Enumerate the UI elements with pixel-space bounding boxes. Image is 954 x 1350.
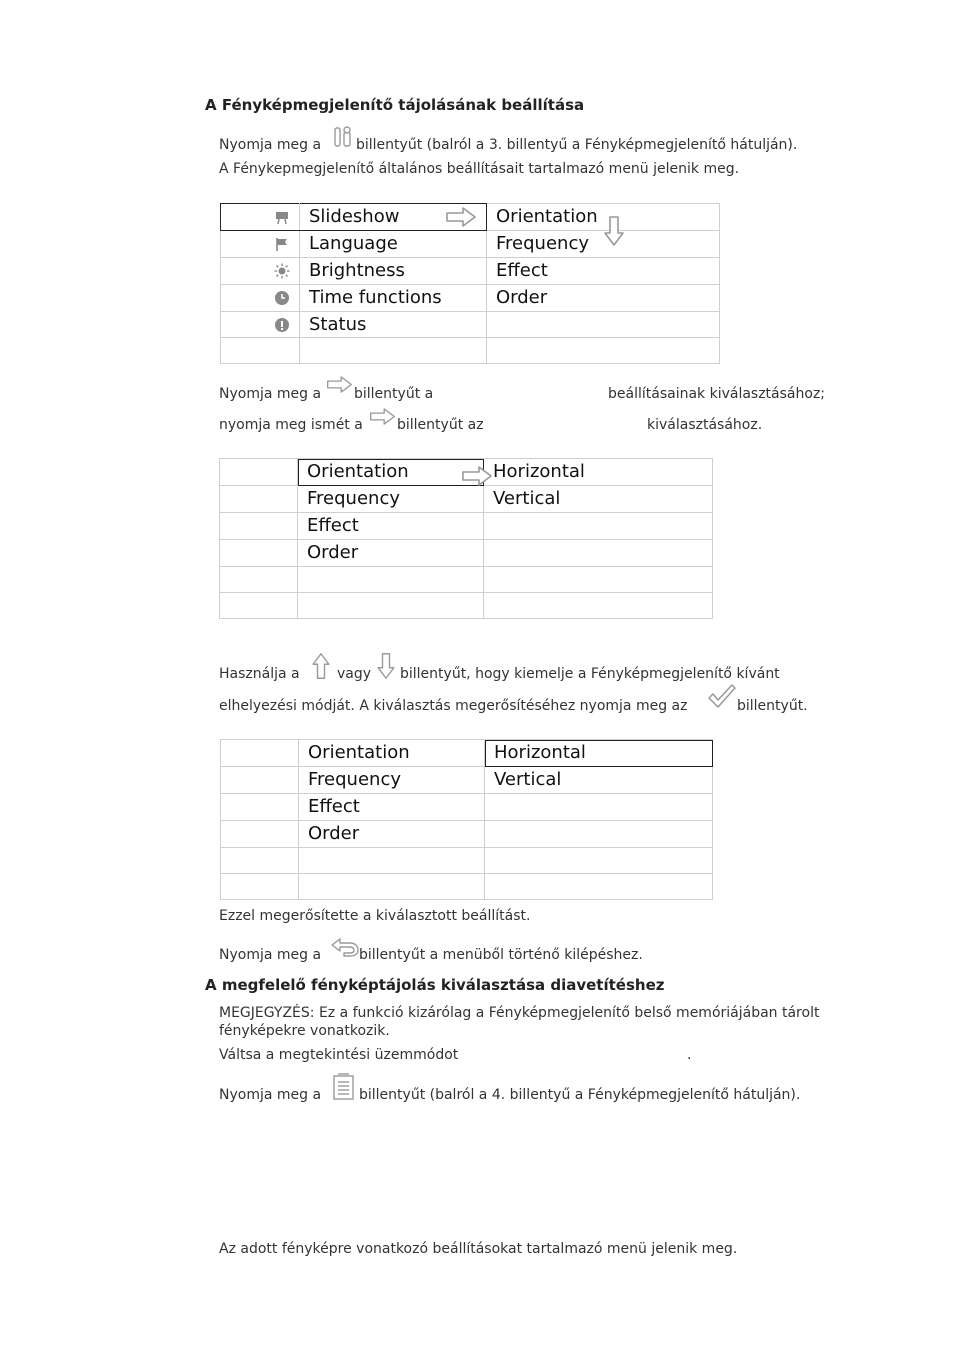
menu-item-label[interactable] <box>300 338 487 364</box>
orientation-confirm-menu <box>220 739 713 900</box>
instruction-line-3: Nyomja meg a <box>219 386 322 402</box>
arrow-down-icon <box>603 215 625 247</box>
info-icon <box>274 314 290 335</box>
menu-item-label[interactable]: Frequency <box>298 486 484 513</box>
checkmark-icon <box>707 683 737 711</box>
menu-item-label[interactable]: Brightness <box>300 258 487 285</box>
menu-icon-cell <box>221 231 300 258</box>
settings-tools-icon <box>332 126 354 150</box>
menu-icon-cell <box>221 874 299 900</box>
slideshow-icon <box>274 206 290 227</box>
menu-icon-cell <box>220 540 298 567</box>
menu-item-label[interactable]: Frequency <box>299 767 485 794</box>
instruction-line-5: Használja a <box>219 666 300 682</box>
arrow-right-icon <box>369 407 396 426</box>
menu-icon-cell <box>220 593 298 619</box>
sun-icon <box>274 260 290 281</box>
instruction-line-6-after: billentyűt. <box>737 698 808 714</box>
menu-row[interactable] <box>221 794 713 821</box>
instruction-line-7: Ezzel megerősítette a kiválasztott beállítást. <box>219 908 531 924</box>
menu-item-label[interactable]: Status <box>300 312 487 338</box>
menu-icon-cell <box>220 459 298 486</box>
menu-icon-cell <box>221 794 299 821</box>
menu-item-label[interactable]: Order <box>298 540 484 567</box>
menu-item-label[interactable]: Time functions <box>300 285 487 312</box>
instruction-line-3-end: beállításainak kiválasztásához; <box>608 386 826 402</box>
submenu-item-label[interactable] <box>484 567 713 593</box>
menu-row[interactable] <box>221 285 720 312</box>
menu-row[interactable] <box>220 486 713 513</box>
menu-row[interactable] <box>221 767 713 794</box>
submenu-item-label[interactable] <box>484 540 713 567</box>
instruction-line-3-after: billentyűt a <box>354 386 434 402</box>
instruction-line-4: nyomja meg ismét a <box>219 417 363 433</box>
submenu-item-label[interactable] <box>487 338 720 364</box>
submenu-item-label[interactable]: Effect <box>487 258 720 285</box>
menu-item-label[interactable] <box>298 593 484 619</box>
menu-item-label[interactable]: Language <box>300 231 487 258</box>
menu-icon-cell <box>221 312 300 338</box>
menu-icon-cell <box>221 848 299 874</box>
section2-line-3: Az adott fényképre vonatkozó beállításokat tartalmazó menü jelenik meg. <box>219 1241 738 1257</box>
submenu-item-label[interactable] <box>485 794 713 821</box>
menu-icon-cell <box>220 567 298 593</box>
instruction-line-4-after: billentyűt az <box>397 417 484 433</box>
menu-icon-cell <box>221 338 300 364</box>
flag-icon <box>274 233 290 254</box>
submenu-item-label[interactable] <box>485 821 713 848</box>
menu-item-label[interactable]: Orientation <box>298 459 484 486</box>
menu-item-label[interactable] <box>299 874 485 900</box>
submenu-item-label[interactable] <box>485 874 713 900</box>
clock-icon <box>274 287 290 308</box>
submenu-item-label[interactable]: Horizontal <box>485 740 713 767</box>
menu-row[interactable] <box>221 821 713 848</box>
menu-row[interactable] <box>220 540 713 567</box>
text: Nyomja meg a <box>219 137 322 153</box>
instruction-line-8: Nyomja meg a <box>219 947 322 963</box>
back-return-icon <box>330 936 360 958</box>
section2-line-2: Nyomja meg a <box>219 1087 322 1103</box>
menu-icon-cell <box>221 740 299 767</box>
menu-item-label[interactable] <box>298 567 484 593</box>
arrow-down-icon <box>375 652 397 680</box>
menu-item-label[interactable]: Orientation <box>299 740 485 767</box>
menu-row[interactable] <box>220 567 713 593</box>
menu-icon-cell <box>221 767 299 794</box>
section2-line-2-after: billentyűt (balról a 4. billentyű a Fényképmegjelenítő hátulján). <box>359 1087 801 1103</box>
instruction-line-8-after: billentyűt a menüből történő kilépéshez. <box>359 947 643 963</box>
menu-icon-cell <box>221 204 300 231</box>
arrow-right-icon <box>461 465 493 487</box>
note-text-2: fényképekre vonatkozik. <box>219 1023 390 1039</box>
submenu-item-label[interactable]: Frequency <box>487 231 720 258</box>
menu-row[interactable] <box>221 848 713 874</box>
section2-line-1-end: . <box>687 1047 692 1063</box>
photo-menu-icon <box>332 1073 356 1101</box>
instruction-line-2: A Fénykepmegjelenítő általános beállításait tartalmazó menü jelenik meg. <box>219 161 740 177</box>
submenu-item-label[interactable]: Order <box>487 285 720 312</box>
menu-row[interactable] <box>220 593 713 619</box>
section2-line-1: Váltsa a megtekintési üzemmódot <box>219 1047 459 1063</box>
note-text: MEGJEGYZÉS: Ez a funkció kizárólag a Fényképmegjelenítő belső memóriájában tárolt <box>219 1005 820 1021</box>
menu-row[interactable] <box>221 231 720 258</box>
section-title-orientation: A Fényképmegjelenítő tájolásának beállítása <box>205 96 585 114</box>
submenu-item-label[interactable]: Vertical <box>484 486 713 513</box>
menu-row[interactable] <box>221 258 720 285</box>
arrow-right-icon <box>445 206 477 228</box>
menu-row[interactable] <box>220 513 713 540</box>
menu-row[interactable] <box>221 312 720 338</box>
menu-icon-cell <box>221 285 300 312</box>
submenu-item-label[interactable]: Horizontal <box>484 459 713 486</box>
submenu-item-label[interactable] <box>484 593 713 619</box>
menu-icon-cell <box>221 258 300 285</box>
menu-item-label[interactable] <box>299 848 485 874</box>
instruction-line-1 <box>219 137 321 153</box>
instruction-line-1-after: billentyűt (balról a 3. billentyű a Fényképmegjelenítő hátulján). <box>356 137 798 153</box>
menu-icon-cell <box>221 821 299 848</box>
submenu-item-label[interactable] <box>485 848 713 874</box>
instruction-line-5-mid: vagy <box>337 666 372 682</box>
instruction-line-5-after: billentyűt, hogy kiemelje a Fényképmegjelenítő kívánt <box>400 666 780 682</box>
menu-row[interactable] <box>221 338 720 364</box>
menu-item-label[interactable]: Effect <box>298 513 484 540</box>
submenu-item-label[interactable] <box>487 312 720 338</box>
menu-row[interactable] <box>221 874 713 900</box>
menu-item-label[interactable]: Order <box>299 821 485 848</box>
arrow-right-icon <box>326 375 353 394</box>
arrow-up-icon <box>310 652 332 680</box>
menu-row[interactable] <box>221 740 713 767</box>
menu-item-label[interactable]: Slideshow <box>300 204 487 231</box>
section-title-slideshow-orientation: A megfelelő fényképtájolás kiválasztása diavetítéshez <box>205 976 665 994</box>
menu-item-label[interactable]: Effect <box>299 794 485 821</box>
instruction-line-4-end: kiválasztásához. <box>647 417 763 433</box>
submenu-item-label[interactable]: Vertical <box>485 767 713 794</box>
submenu-item-label[interactable]: Orientation <box>487 204 720 231</box>
instruction-line-6: elhelyezési módját. A kiválasztás megerősítéséhez nyomja meg az <box>219 698 688 714</box>
submenu-item-label[interactable] <box>484 513 713 540</box>
menu-icon-cell <box>220 486 298 513</box>
menu-icon-cell <box>220 513 298 540</box>
